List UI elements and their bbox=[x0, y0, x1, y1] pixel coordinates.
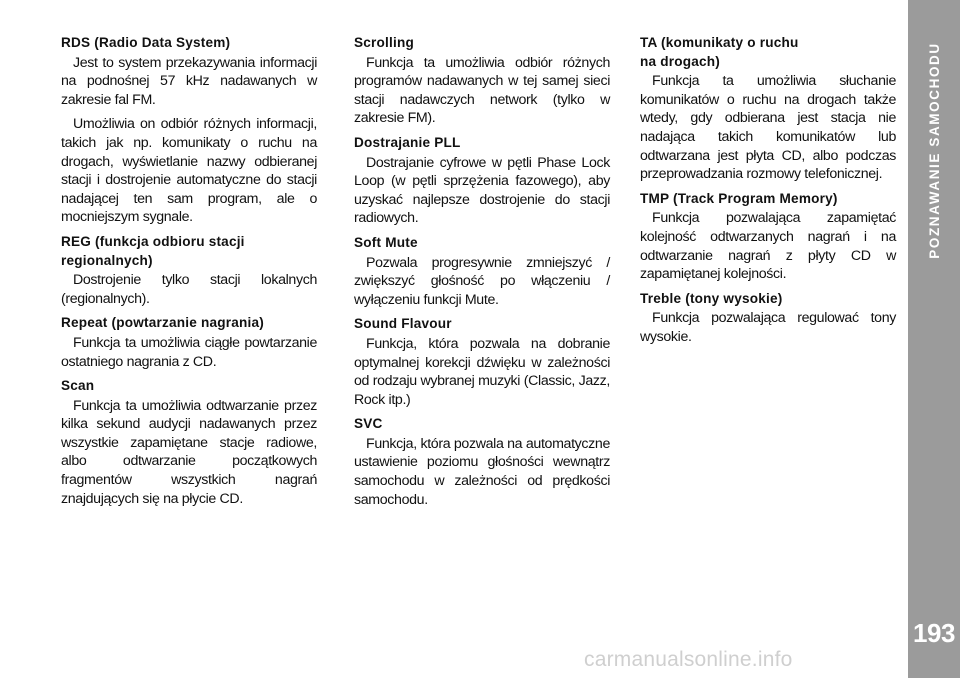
paragraph: Funkcja ta umożliwia odtwarzanie przez kilka sekund audycji nadawanych przez wszystkie zapamiętane stacje radiowe, albo odtwarzanie początkowych fragmentów wszystkich nagrań znajdujących się na płycie CD. bbox=[61, 397, 317, 507]
paragraph: Funkcja, która pozwala na automatyczne ustawienie poziomu głośności wewnątrz samochodu w zależności od prędkości samochodu. bbox=[354, 435, 610, 508]
chapter-title-container bbox=[908, 30, 960, 270]
section-heading-repeat: Repeat (powtarzanie nagrania) bbox=[61, 315, 264, 331]
paragraph: Pozwala progresywnie zmniejszyć / zwiększyć głośność po włączeniu / wyłączeniu funkcji Mute. bbox=[354, 254, 610, 308]
section-heading-scan: Scan bbox=[61, 378, 95, 394]
paragraph: Funkcja ta umożliwia ciągłe powtarzanie ostatniego nagrania z CD. bbox=[61, 334, 317, 370]
section-heading-rds: RDS (Radio Data System) bbox=[61, 35, 231, 50]
chapter-title: POZNAWANIE SAMOCHODU bbox=[926, 41, 942, 259]
text-column-1 bbox=[61, 34, 317, 514]
section-heading-svc: SVC bbox=[354, 416, 383, 432]
paragraph: Umożliwia on odbiór różnych informacji, takich jak np. komunikaty o ruchu na drogach, wyświetlanie nazwy odbieranej stacji i dostrojenie automatyczne do stacji nadającej ten sam program, ale o mocniejszym sygnale. bbox=[61, 116, 317, 226]
paragraph: Dostrajanie cyfrowe w pętli Phase Lock Loop (w pętli sprzężenia fazowego), aby uzyskać najlepsze dostrojenie do stacji radiowych. bbox=[354, 154, 610, 227]
paragraph: Jest to system przekazywania informacji na podnośnej 57 kHz nadawanych w zakresie fal FM. bbox=[61, 54, 317, 108]
paragraph: Funkcja pozwalająca zapamiętać kolejność odtwarzanych nagrań i na odtwarzanie nagrań z płyty CD w zapamiętanej kolejności. bbox=[640, 210, 896, 283]
section-heading-pll: Dostrajanie PLL bbox=[354, 134, 461, 150]
text-column-2 bbox=[354, 34, 610, 515]
page-number: 193 bbox=[913, 618, 955, 648]
section-heading-reg: REG (funkcja odbioru stacji regionalnych) bbox=[61, 233, 245, 268]
paragraph: Funkcja, która pozwala na dobranie optymalnej korekcji dźwięku w zależności od rodzaju wybranej muzyki (Classic, Jazz, Rock itp.) bbox=[354, 335, 610, 408]
section-heading-ta: TA (komunikaty o ruchu na drogach) bbox=[640, 35, 799, 69]
paragraph: Dostrojenie tylko stacji lokalnych (regionalnych). bbox=[61, 272, 317, 307]
section-heading-sound-flavour: Sound Flavour bbox=[354, 316, 452, 332]
section-heading-treble: Treble (tony wysokie) bbox=[640, 290, 783, 306]
section-heading-tmp: TMP (Track Program Memory) bbox=[640, 190, 838, 206]
paragraph: Funkcja ta umożliwia słuchanie komunikatów o ruchu na drogach także wtedy, gdy odbierana jest stacja nie nadająca takich komunikatów lub odtwarzana jest płyta CD, albo podczas przeprowadzania rozmowy telefonicznej. bbox=[640, 73, 896, 183]
paragraph: Funkcja pozwalająca regulować tony wysokie. bbox=[640, 310, 896, 345]
section-heading-scrolling: Scrolling bbox=[354, 35, 414, 50]
section-heading-soft-mute: Soft Mute bbox=[354, 234, 418, 250]
text-column-3 bbox=[640, 34, 896, 353]
watermark: carmanualsonline.info bbox=[584, 648, 793, 671]
paragraph: Funkcja ta umożliwia odbiór różnych programów nadawanych w tej samej sieci stacji nadawczych network (tylko w zakresie FM). bbox=[354, 54, 610, 127]
